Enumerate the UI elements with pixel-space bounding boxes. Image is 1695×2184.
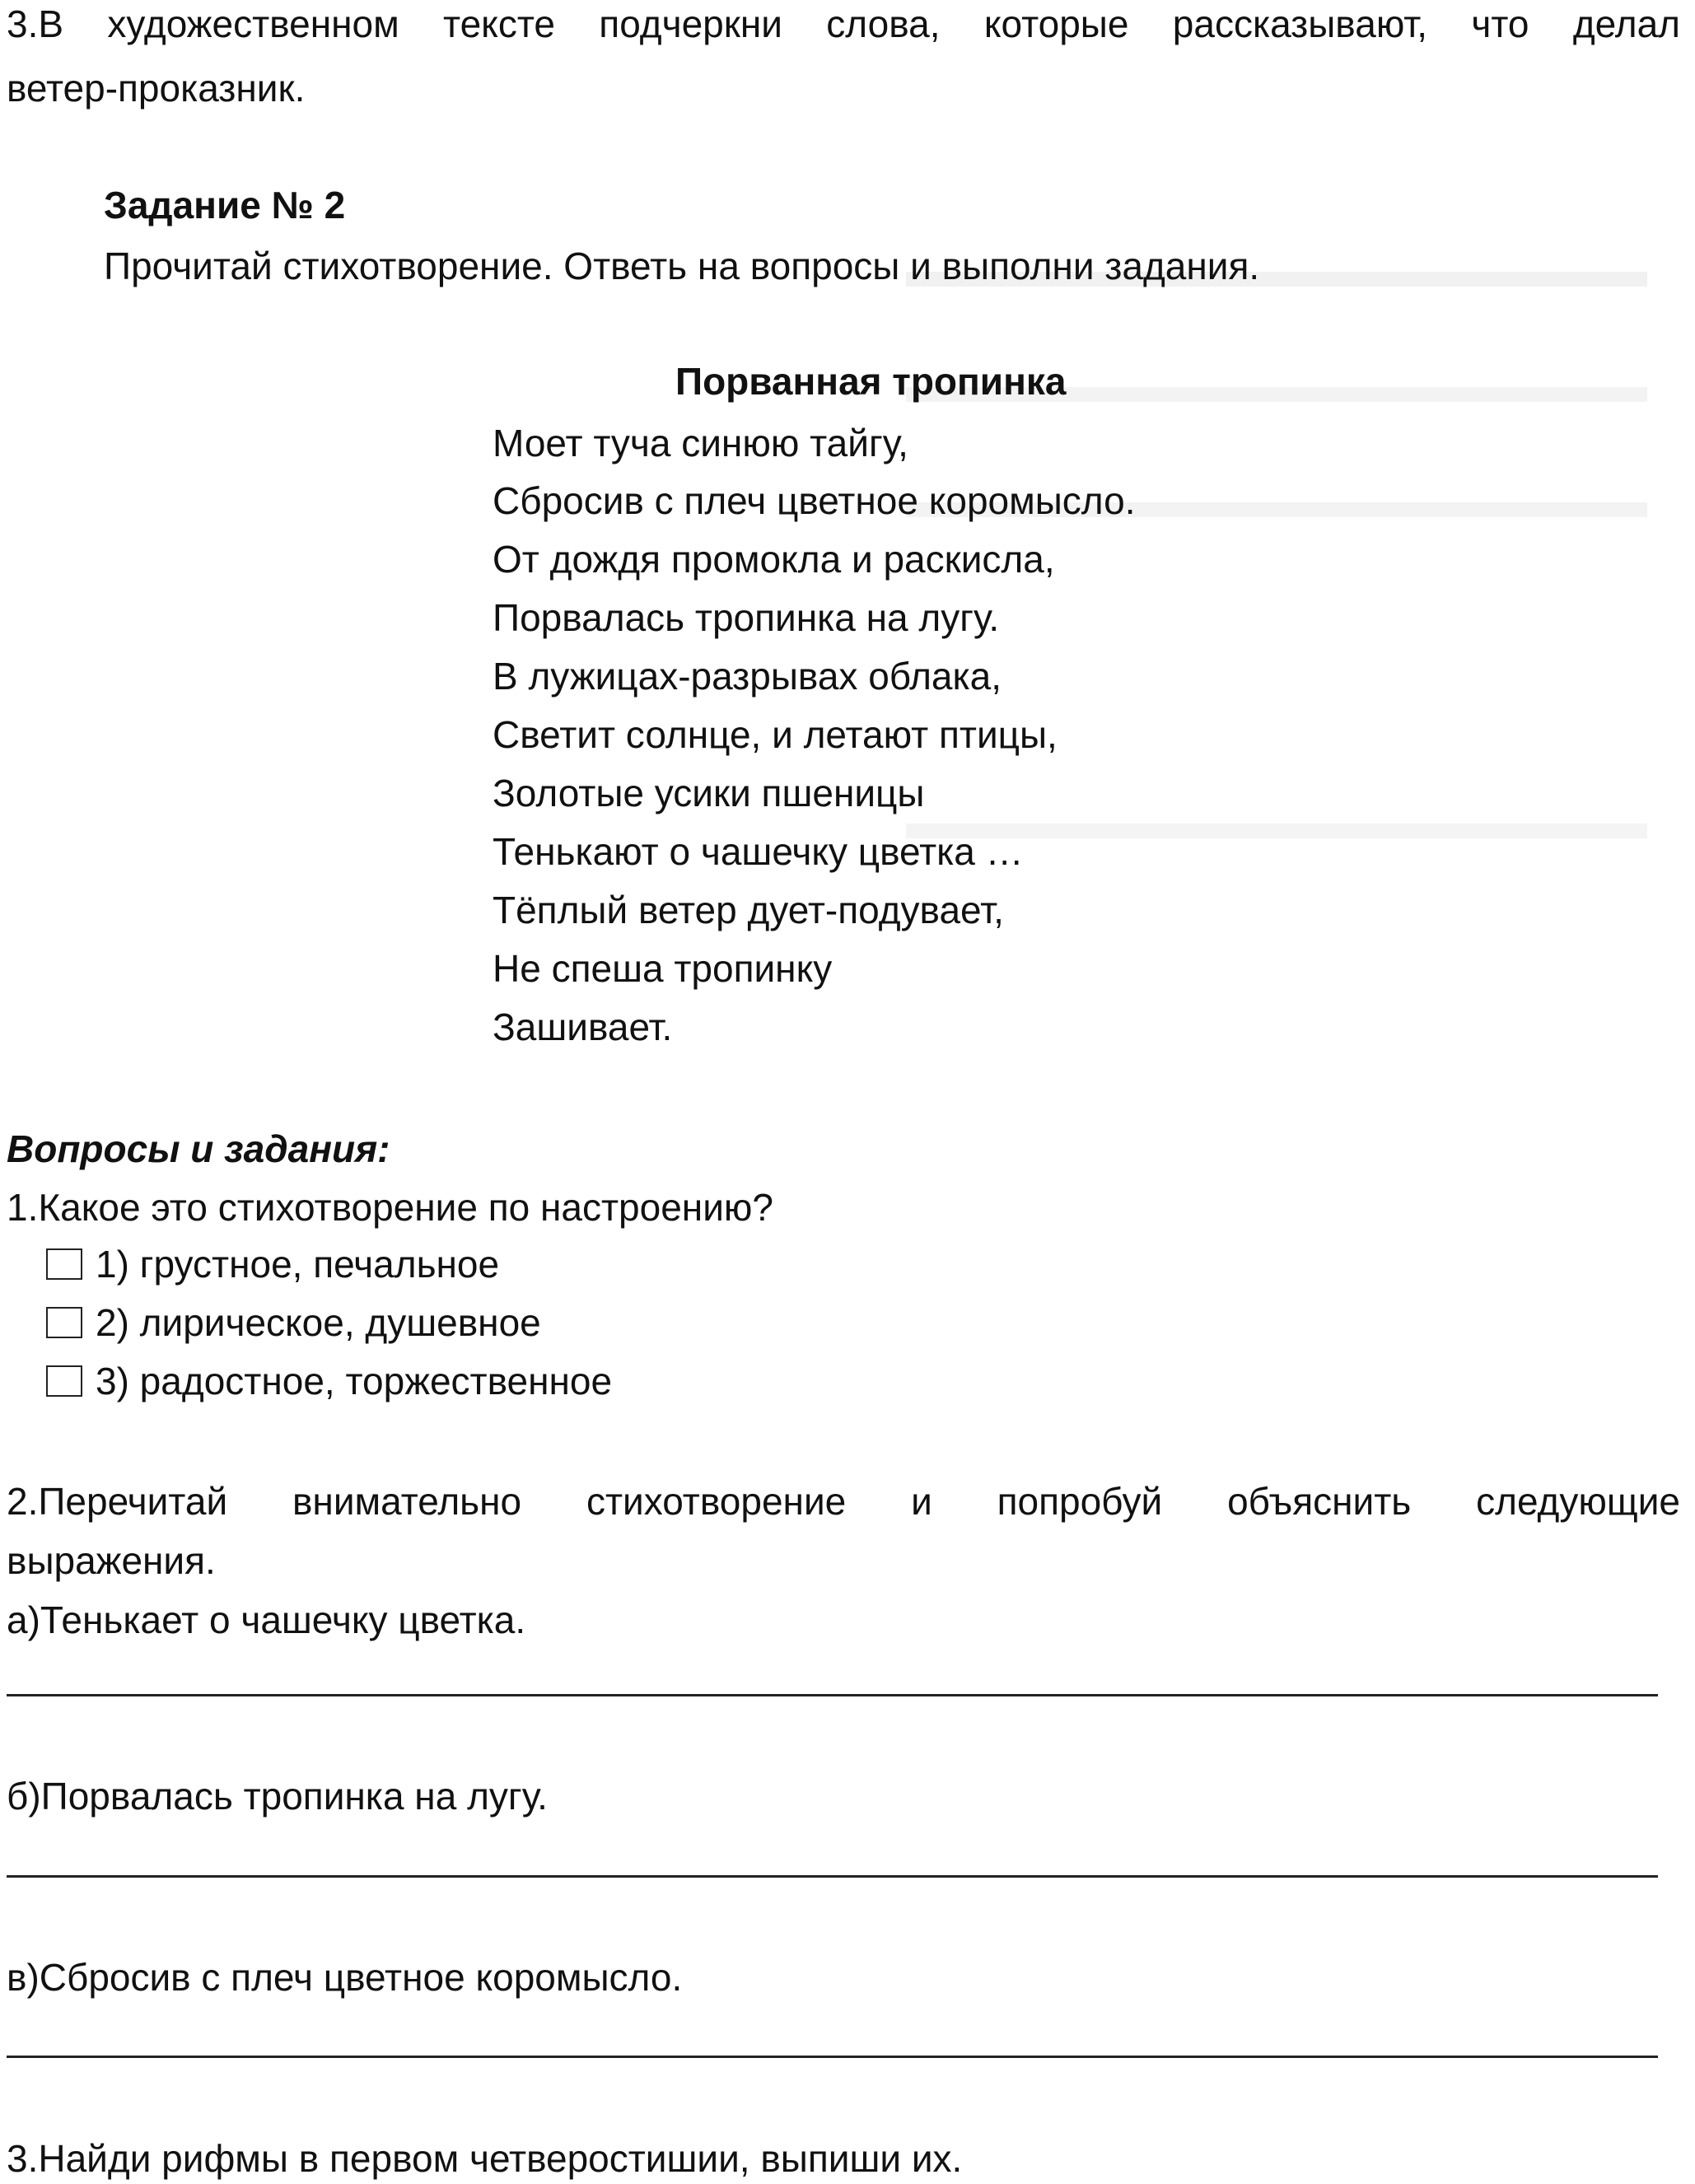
q1-option-3[interactable] [46,1362,612,1400]
answer-line-2a[interactable] [7,1694,1658,1696]
question-3: 3.Найди рифмы в первом четверостишии, выпиши их. [7,2137,963,2180]
task2-instruction: Прочитай стихотворение. Ответь на вопросы и выполни задания. [104,245,1260,287]
question-2-line1: 2.Перечитай внимательно стихотворение и попробуй объяснить следующие [7,1480,1680,1523]
answer-line-2c[interactable] [7,2056,1658,2058]
task2-heading: Задание № 2 [104,184,346,226]
question-1: 1.Какое это стихотворение по настроению? [7,1186,773,1229]
question-2b: б)Порвалась тропинка на лугу. [7,1775,548,1818]
questions-heading: Вопросы и задания: [7,1127,390,1170]
poem-line: Сбросив с плеч цветное коромысло. [493,479,1136,522]
checkbox-icon[interactable] [46,1307,82,1338]
question-2c: в)Сбросив с плеч цветное коромысло. [7,1956,683,1999]
prev-task-item3-line2: ветер-проказник. [7,67,306,110]
poem-line: Порвалась тропинка на лугу. [493,596,1000,639]
poem-line: Золотые усики пшеницы [493,772,925,814]
question-2a: а)Тенькает о чашечку цветка. [7,1598,526,1641]
answer-line-2b[interactable] [7,1875,1658,1878]
q1-option-2[interactable] [46,1301,541,1344]
prev-task-item3-line1: 3.В художественном тексте подчеркни слова, которые рассказывают, что делал [7,2,1680,45]
q1-option-label: 2) лирическое, душевное [96,1301,541,1344]
poem-line: От дождя промокла и раскисла, [493,538,1055,581]
checkbox-icon[interactable] [46,1365,82,1397]
poem-line: Светит солнце, и летают птицы, [493,713,1058,756]
poem-line: Тенькают о чашечку цветка … [493,830,1024,873]
poem-line: Тёплый ветер дует-подувает, [493,889,1004,931]
checkbox-icon[interactable] [46,1248,82,1280]
poem-line: В лужицах-разрывах облака, [493,655,1002,698]
q1-option-label: 3) радостное, торжественное [96,1360,613,1402]
q1-option-label: 1) грустное, печальное [96,1243,500,1286]
poem-line: Не спеша тропинку [493,947,833,990]
poem-line: Моет туча синюю тайгу, [493,422,908,464]
q1-option-1[interactable] [46,1243,500,1286]
poem-line: Зашивает. [493,1006,673,1048]
poem-title: Порванная тропинка [675,360,1067,403]
question-2-line2: выражения. [7,1539,216,1582]
